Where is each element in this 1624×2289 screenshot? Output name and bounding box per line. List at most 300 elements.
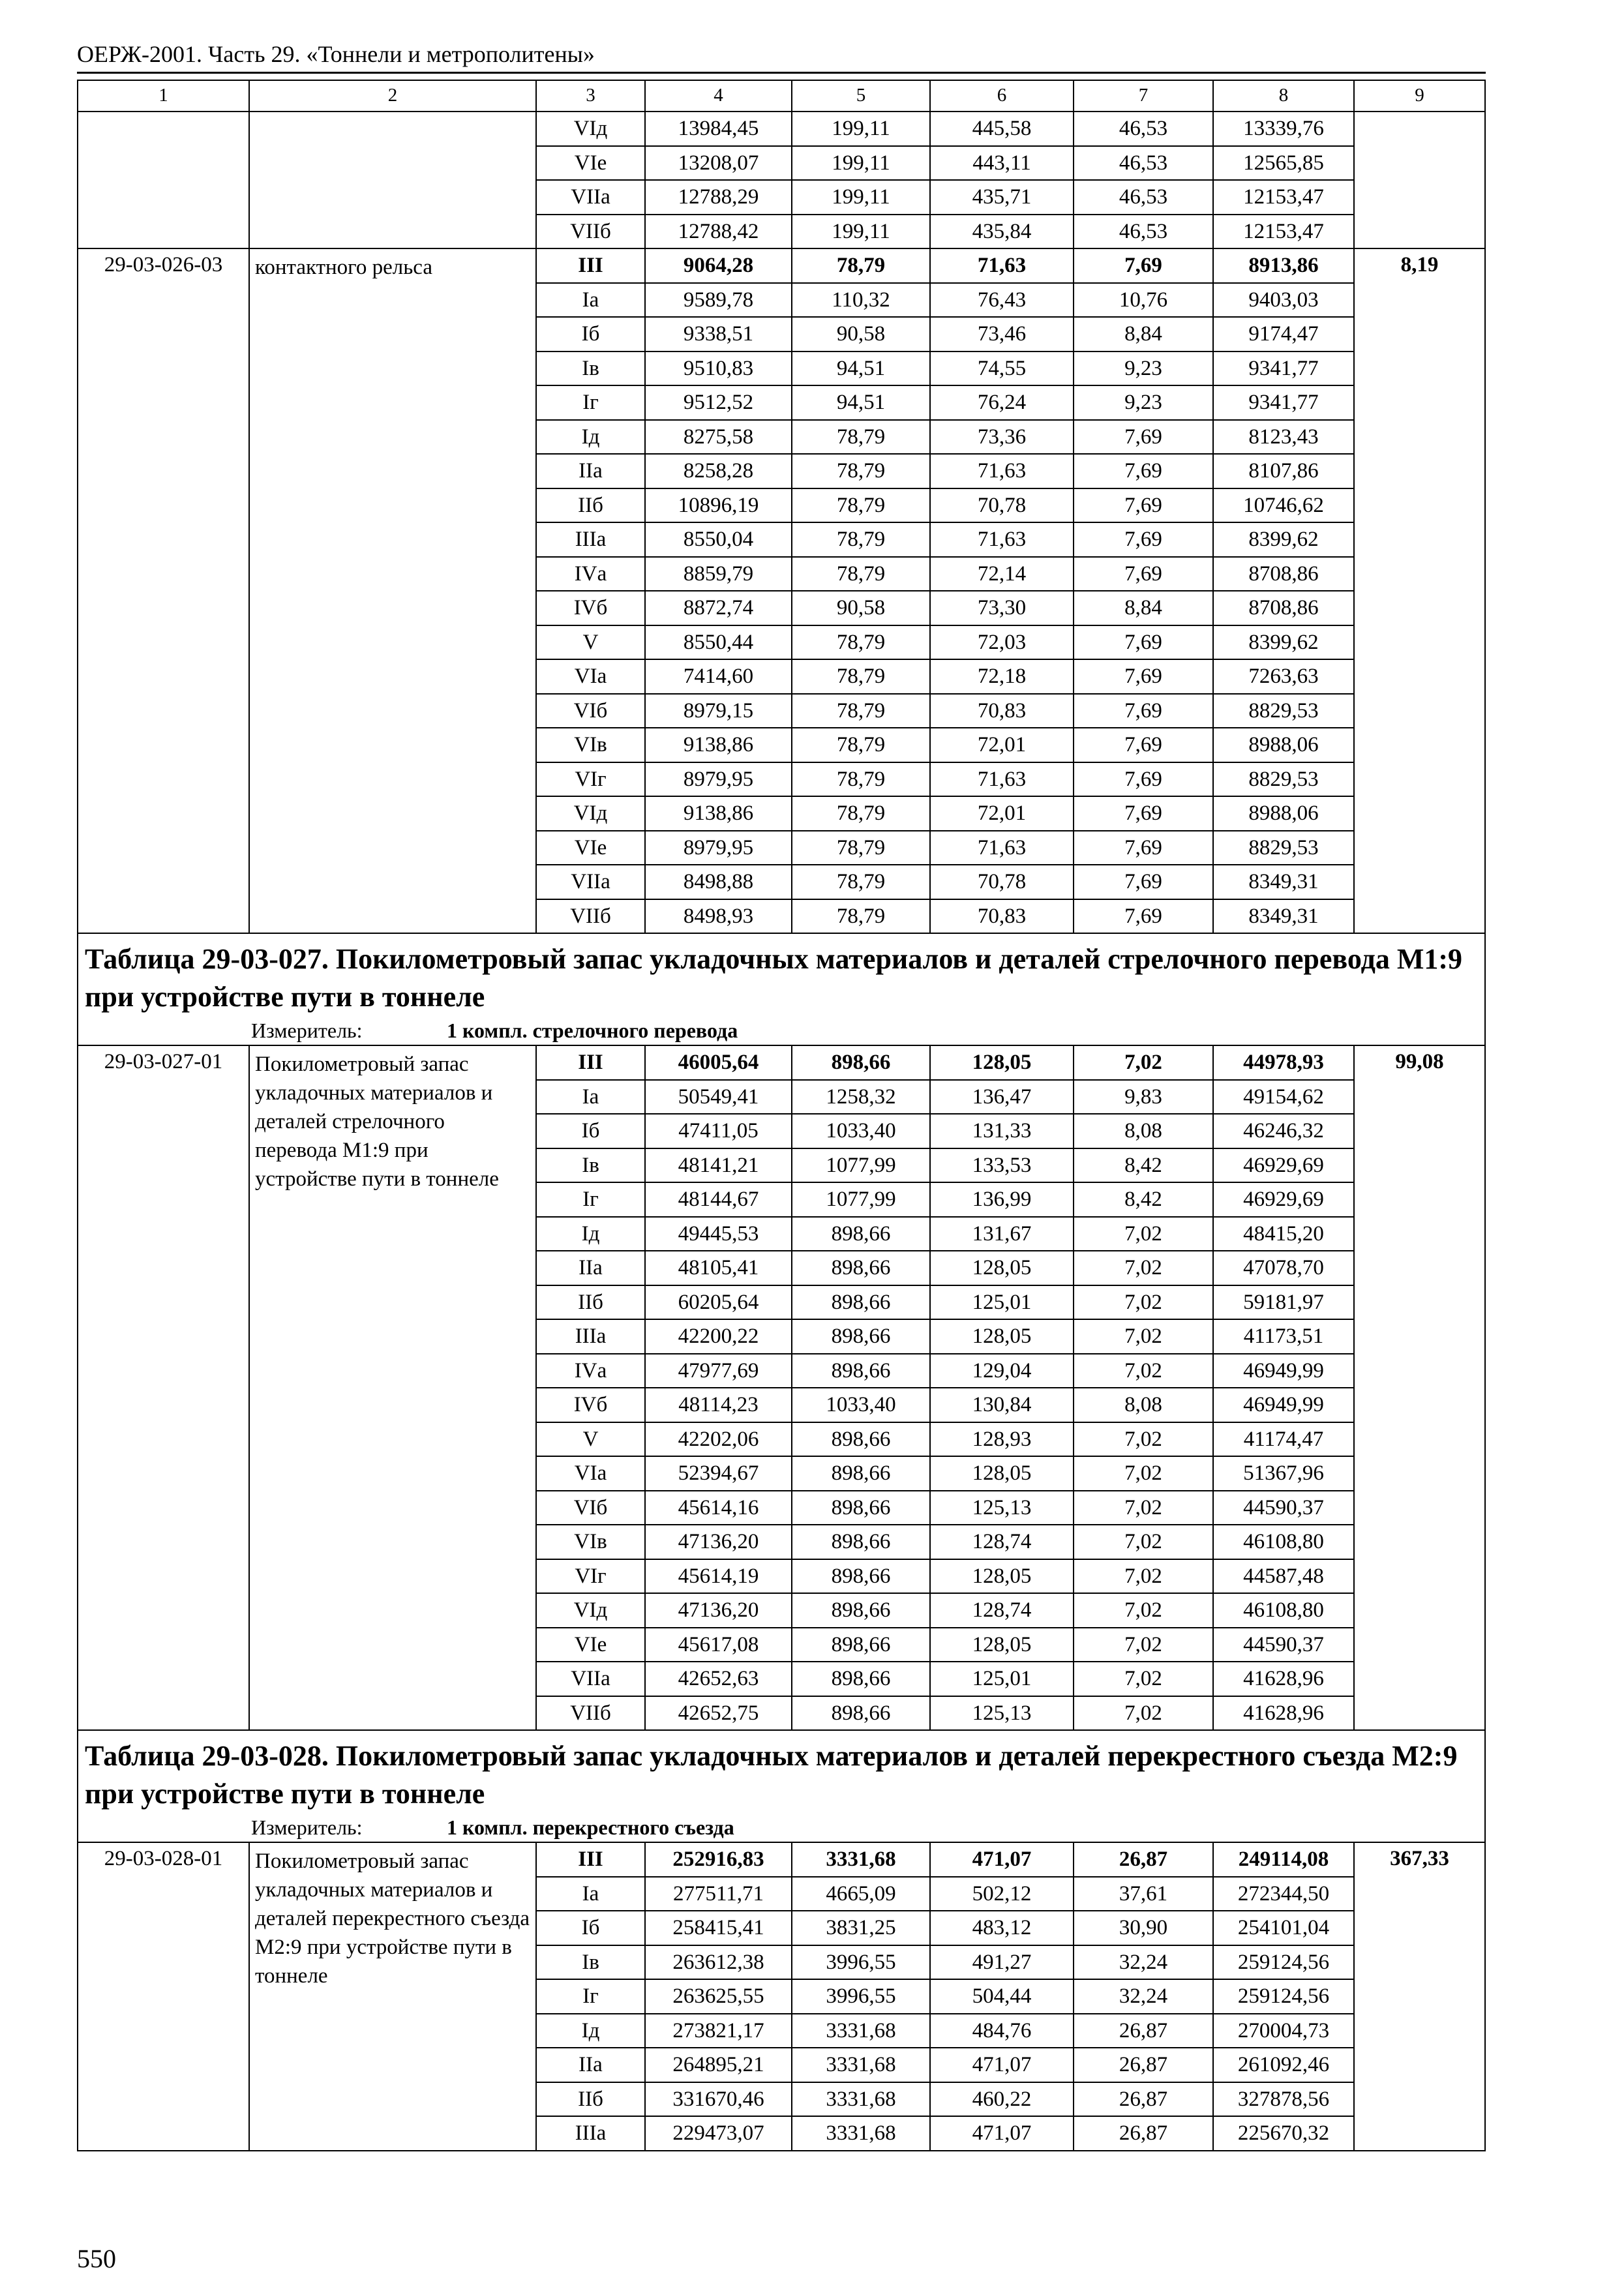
table-cell: 51367,96 [1213, 1456, 1354, 1491]
meter-cell [78, 1019, 1485, 1045]
table-cell: 48105,41 [645, 1251, 792, 1285]
table-cell: 128,05 [930, 1559, 1074, 1594]
table-cell: 48141,21 [645, 1148, 792, 1183]
table-cell: 7,02 [1074, 1285, 1213, 1320]
table-cell: 128,05 [930, 1628, 1074, 1662]
table-cell: 71,63 [930, 248, 1074, 283]
table-cell: 46,53 [1074, 180, 1213, 215]
table-cell: 78,79 [792, 557, 930, 591]
table-cell: VIIб [536, 1696, 645, 1731]
table-cell: 8349,31 [1213, 865, 1354, 899]
table-cell: 8123,43 [1213, 420, 1354, 455]
table-cell: Iг [536, 385, 645, 420]
rate-extra-value [1354, 112, 1485, 248]
table-cell: 443,11 [930, 146, 1074, 181]
table-cell: 78,79 [792, 659, 930, 694]
meter-value: 1 компл. стрелочного перевода [447, 1019, 738, 1043]
table-cell: 1033,40 [792, 1114, 930, 1148]
table-cell: 42202,06 [645, 1422, 792, 1457]
table-cell: 259124,56 [1213, 1945, 1354, 1980]
table-cell: 41628,96 [1213, 1696, 1354, 1731]
table-cell: IIб [536, 2082, 645, 2117]
table-cell: VIе [536, 146, 645, 181]
table-cell: Iд [536, 2014, 645, 2048]
table-cell: 7,02 [1074, 1251, 1213, 1285]
page-header: ОЕРЖ-2001. Часть 29. «Тоннели и метрополитены» [77, 37, 1486, 74]
table-cell: 272344,50 [1213, 1877, 1354, 1911]
table-cell: 898,66 [792, 1696, 930, 1731]
table-cell: 8,84 [1074, 591, 1213, 625]
table-cell: 1258,32 [792, 1080, 930, 1115]
table-cell: VIе [536, 831, 645, 865]
table-cell: 9589,78 [645, 283, 792, 318]
table-cell: VIIб [536, 899, 645, 934]
table-cell: 70,83 [930, 899, 1074, 934]
table-cell: 8988,06 [1213, 796, 1354, 831]
table-cell: 47977,69 [645, 1354, 792, 1388]
table-cell: III [536, 248, 645, 283]
rate-name: контактного рельса [249, 248, 536, 933]
table-cell: 47078,70 [1213, 1251, 1354, 1285]
table-cell: 263612,38 [645, 1945, 792, 1980]
table-cell: 125,01 [930, 1285, 1074, 1320]
rate-extra-value: 367,33 [1354, 1842, 1485, 2151]
table-cell: VIIа [536, 1662, 645, 1696]
column-number: 8 [1213, 80, 1354, 112]
table-cell: 46,53 [1074, 112, 1213, 146]
table-cell: 125,01 [930, 1662, 1074, 1696]
table-cell: 435,71 [930, 180, 1074, 215]
table-cell: 13208,07 [645, 146, 792, 181]
table-cell: 7,02 [1074, 1628, 1213, 1662]
table-cell: 73,46 [930, 317, 1074, 352]
table-cell: 504,44 [930, 1979, 1074, 2014]
table-cell: 8979,95 [645, 831, 792, 865]
table-cell: VIIа [536, 180, 645, 215]
table-cell: Iб [536, 1114, 645, 1148]
table-cell: 32,24 [1074, 1979, 1213, 2014]
meter-value: 1 компл. перекрестного съезда [447, 1816, 734, 1840]
table-cell: 8988,06 [1213, 728, 1354, 762]
table-cell: 471,07 [930, 2116, 1074, 2151]
table-cell: 7,02 [1074, 1422, 1213, 1457]
table-cell: 7,69 [1074, 420, 1213, 455]
table-row [78, 1842, 1485, 1877]
table-cell: 72,18 [930, 659, 1074, 694]
table-cell: 898,66 [792, 1491, 930, 1525]
table-cell: 7,02 [1074, 1217, 1213, 1251]
table-cell: 136,47 [930, 1080, 1074, 1115]
table-cell: V [536, 625, 645, 660]
table-cell: 445,58 [930, 112, 1074, 146]
table-cell: VIа [536, 659, 645, 694]
table-cell: 46929,69 [1213, 1148, 1354, 1183]
table-row [78, 1045, 1485, 1080]
table-cell: 8,08 [1074, 1388, 1213, 1422]
table-cell: 9512,52 [645, 385, 792, 420]
table-cell: 42200,22 [645, 1319, 792, 1354]
table-cell: 7,69 [1074, 796, 1213, 831]
table-cell: 72,01 [930, 728, 1074, 762]
table-cell: VIг [536, 762, 645, 797]
table-cell: 7,02 [1074, 1696, 1213, 1731]
table-cell: 435,84 [930, 215, 1074, 249]
table-cell: VIд [536, 1593, 645, 1628]
table-cell: 7,02 [1074, 1491, 1213, 1525]
table-cell: 8498,88 [645, 865, 792, 899]
meter-row [78, 1019, 1485, 1045]
table-cell: 12153,47 [1213, 180, 1354, 215]
table-cell: IVб [536, 1388, 645, 1422]
rate-name: Покилометровый запас укладочных материалов и деталей стрелочного перевода М1:9 при устройстве пути в тоннеле [249, 1045, 536, 1730]
table-cell: 78,79 [792, 488, 930, 523]
table-cell: 12153,47 [1213, 215, 1354, 249]
table-cell: Iб [536, 1911, 645, 1945]
table-cell: VIв [536, 1525, 645, 1559]
table-cell: Iа [536, 1877, 645, 1911]
rate-code [78, 112, 249, 248]
table-cell: IIIа [536, 522, 645, 557]
column-number-row [78, 80, 1485, 112]
table-cell: 263625,55 [645, 1979, 792, 2014]
table-cell: 8,42 [1074, 1148, 1213, 1183]
table-cell: 7414,60 [645, 659, 792, 694]
meter-label: Измеритель: [251, 1019, 363, 1043]
table-cell: 47136,20 [645, 1525, 792, 1559]
table-cell: IIа [536, 454, 645, 488]
table-cell: Iб [536, 317, 645, 352]
table-cell: 9341,77 [1213, 352, 1354, 386]
table-cell: 8,08 [1074, 1114, 1213, 1148]
table-cell: 273821,17 [645, 2014, 792, 2048]
table-cell: VIе [536, 1628, 645, 1662]
table-cell: 898,66 [792, 1217, 930, 1251]
table-cell: 73,36 [930, 420, 1074, 455]
table-cell: 7,02 [1074, 1045, 1213, 1080]
table-cell: 26,87 [1074, 2116, 1213, 2151]
table-cell: 8708,86 [1213, 591, 1354, 625]
table-cell: VIIа [536, 865, 645, 899]
table-cell: 47411,05 [645, 1114, 792, 1148]
table-cell: 71,63 [930, 454, 1074, 488]
table-cell: 9,23 [1074, 352, 1213, 386]
table-cell: VIб [536, 1491, 645, 1525]
table-cell: 460,22 [930, 2082, 1074, 2117]
table-cell: 9403,03 [1213, 283, 1354, 318]
table-title: Таблица 29-03-028. Покилометровый запас укладочных материалов и деталей перекрестного съезда М2:9 при устройстве пути в тоннеле [78, 1730, 1485, 1816]
table-cell: 71,63 [930, 762, 1074, 797]
table-cell: 94,51 [792, 352, 930, 386]
table-cell: 78,79 [792, 762, 930, 797]
table-cell: 78,79 [792, 865, 930, 899]
table-cell: 8550,04 [645, 522, 792, 557]
table-cell: 7,69 [1074, 694, 1213, 728]
page-number: 550 [77, 2244, 116, 2273]
table-cell: 259124,56 [1213, 1979, 1354, 2014]
table-cell: 45617,08 [645, 1628, 792, 1662]
table-cell: 78,79 [792, 454, 930, 488]
table-cell: 264895,21 [645, 2048, 792, 2082]
column-number: 5 [792, 80, 930, 112]
table-cell: 45614,16 [645, 1491, 792, 1525]
table-cell: 12788,42 [645, 215, 792, 249]
table-cell: V [536, 1422, 645, 1457]
table-cell: 47136,20 [645, 1593, 792, 1628]
table-cell: 72,01 [930, 796, 1074, 831]
table-cell: 7,69 [1074, 659, 1213, 694]
table-title-row [78, 933, 1485, 1019]
table-cell: 4665,09 [792, 1877, 930, 1911]
table-cell: 258415,41 [645, 1911, 792, 1945]
table-cell: 9338,51 [645, 317, 792, 352]
table-cell: 9341,77 [1213, 385, 1354, 420]
table-cell: 331670,46 [645, 2082, 792, 2117]
meter-row [78, 1816, 1485, 1842]
table-cell: 49154,62 [1213, 1080, 1354, 1115]
column-number: 4 [645, 80, 792, 112]
column-number: 7 [1074, 80, 1213, 112]
table-cell: 252916,83 [645, 1842, 792, 1877]
table-title-row [78, 1730, 1485, 1816]
table-cell: 8859,79 [645, 557, 792, 591]
table-cell: 44978,93 [1213, 1045, 1354, 1080]
column-number: 3 [536, 80, 645, 112]
table-cell: 898,66 [792, 1045, 930, 1080]
table-cell: 78,79 [792, 899, 930, 934]
table-cell: IIб [536, 1285, 645, 1320]
table-cell: IVа [536, 557, 645, 591]
table-cell: 254101,04 [1213, 1911, 1354, 1945]
table-cell: 7,02 [1074, 1593, 1213, 1628]
table-cell: Iв [536, 352, 645, 386]
table-cell: 46929,69 [1213, 1182, 1354, 1217]
table-cell: 30,90 [1074, 1911, 1213, 1945]
table-cell: III [536, 1045, 645, 1080]
table-cell: 3996,55 [792, 1979, 930, 2014]
table-cell: 78,79 [792, 831, 930, 865]
table-cell: Iа [536, 1080, 645, 1115]
table-cell: 90,58 [792, 591, 930, 625]
table-cell: 136,99 [930, 1182, 1074, 1217]
rates-table [77, 80, 1486, 2151]
column-number: 6 [930, 80, 1074, 112]
table-cell: 898,66 [792, 1251, 930, 1285]
table-cell: VIIб [536, 215, 645, 249]
rate-code: 29-03-027-01 [78, 1045, 249, 1730]
table-cell: 327878,56 [1213, 2082, 1354, 2117]
table-cell: 9,83 [1074, 1080, 1213, 1115]
table-cell: 128,05 [930, 1045, 1074, 1080]
table-cell: 32,24 [1074, 1945, 1213, 1980]
table-cell: 199,11 [792, 146, 930, 181]
table-cell: Iв [536, 1148, 645, 1183]
table-cell: Iг [536, 1979, 645, 2014]
rate-extra-value: 99,08 [1354, 1045, 1485, 1730]
table-cell: 26,87 [1074, 2082, 1213, 2117]
table-cell: IIIа [536, 2116, 645, 2151]
table-cell: 249114,08 [1213, 1842, 1354, 1877]
table-cell: 7,02 [1074, 1354, 1213, 1388]
table-cell: 8275,58 [645, 420, 792, 455]
table-cell: 7,02 [1074, 1662, 1213, 1696]
table-cell: 898,66 [792, 1285, 930, 1320]
table-cell: VIд [536, 796, 645, 831]
table-cell: 70,83 [930, 694, 1074, 728]
table-cell: 199,11 [792, 180, 930, 215]
table-cell: 9,23 [1074, 385, 1213, 420]
table-cell: 46949,99 [1213, 1354, 1354, 1388]
table-cell: Iа [536, 283, 645, 318]
table-cell: 78,79 [792, 796, 930, 831]
rate-code: 29-03-026-03 [78, 248, 249, 933]
table-cell: 46,53 [1074, 146, 1213, 181]
table-cell: 10746,62 [1213, 488, 1354, 523]
table-cell: 46108,80 [1213, 1593, 1354, 1628]
table-cell: 128,05 [930, 1456, 1074, 1491]
table-cell: VIг [536, 1559, 645, 1594]
rate-code: 29-03-028-01 [78, 1842, 249, 2151]
table-cell: 3331,68 [792, 2014, 930, 2048]
table-cell: 7,69 [1074, 899, 1213, 934]
table-cell: 8399,62 [1213, 522, 1354, 557]
table-cell: 898,66 [792, 1456, 930, 1491]
table-cell: IIб [536, 488, 645, 523]
table-cell: IVа [536, 1354, 645, 1388]
table-cell: 70,78 [930, 488, 1074, 523]
table-cell: 94,51 [792, 385, 930, 420]
table-cell: 8,42 [1074, 1182, 1213, 1217]
table-cell: 9064,28 [645, 248, 792, 283]
table-cell: 229473,07 [645, 2116, 792, 2151]
table-cell: 90,58 [792, 317, 930, 352]
table-cell: 42652,75 [645, 1696, 792, 1731]
table-cell: 133,53 [930, 1148, 1074, 1183]
table-cell: VIа [536, 1456, 645, 1491]
table-cell: 41174,47 [1213, 1422, 1354, 1457]
table-cell: 3331,68 [792, 1842, 930, 1877]
table-cell: 59181,97 [1213, 1285, 1354, 1320]
table-cell: 484,76 [930, 2014, 1074, 2048]
table-cell: 8498,93 [645, 899, 792, 934]
table-cell: III [536, 1842, 645, 1877]
table-cell: 898,66 [792, 1662, 930, 1696]
table-cell: 471,07 [930, 2048, 1074, 2082]
table-cell: 78,79 [792, 248, 930, 283]
table-cell: 52394,67 [645, 1456, 792, 1491]
table-cell: 7,69 [1074, 454, 1213, 488]
table-cell: 7,69 [1074, 488, 1213, 523]
meter-label: Измеритель: [251, 1816, 363, 1840]
table-cell: 10,76 [1074, 283, 1213, 318]
table-cell: 261092,46 [1213, 2048, 1354, 2082]
table-cell: 1077,99 [792, 1148, 930, 1183]
table-cell: 898,66 [792, 1525, 930, 1559]
table-cell: 270004,73 [1213, 2014, 1354, 2048]
table-cell: 7,69 [1074, 522, 1213, 557]
table-cell: 70,78 [930, 865, 1074, 899]
table-cell: 10896,19 [645, 488, 792, 523]
table-cell: 3831,25 [792, 1911, 930, 1945]
table-cell: 8258,28 [645, 454, 792, 488]
table-cell: 13984,45 [645, 112, 792, 146]
table-cell: 7263,63 [1213, 659, 1354, 694]
table-cell: 131,33 [930, 1114, 1074, 1148]
table-cell: 7,02 [1074, 1525, 1213, 1559]
table-cell: 78,79 [792, 728, 930, 762]
table-cell: Iв [536, 1945, 645, 1980]
table-cell: 8979,15 [645, 694, 792, 728]
table-cell: 898,66 [792, 1593, 930, 1628]
table-cell: 48415,20 [1213, 1217, 1354, 1251]
table-cell: 9174,47 [1213, 317, 1354, 352]
table-cell: 225670,32 [1213, 2116, 1354, 2151]
table-title: Таблица 29-03-027. Покилометровый запас укладочных материалов и деталей стрелочного перевода М1:9 при устройстве пути в тоннеле [78, 933, 1485, 1019]
table-cell: 60205,64 [645, 1285, 792, 1320]
column-number: 1 [78, 80, 249, 112]
table-cell: 50549,41 [645, 1080, 792, 1115]
table-cell: Iд [536, 420, 645, 455]
table-cell: 7,69 [1074, 865, 1213, 899]
rate-name [249, 112, 536, 248]
table-cell: 48114,23 [645, 1388, 792, 1422]
table-cell: 3996,55 [792, 1945, 930, 1980]
table-cell: 78,79 [792, 694, 930, 728]
table-cell: 41628,96 [1213, 1662, 1354, 1696]
table-cell: 8829,53 [1213, 831, 1354, 865]
table-cell: 131,67 [930, 1217, 1074, 1251]
table-cell: 13339,76 [1213, 112, 1354, 146]
table-cell: 48144,67 [645, 1182, 792, 1217]
table-cell: 8829,53 [1213, 762, 1354, 797]
table-cell: 128,74 [930, 1525, 1074, 1559]
table-cell: 12788,29 [645, 180, 792, 215]
column-number: 9 [1354, 80, 1485, 112]
rate-extra-value: 8,19 [1354, 248, 1485, 933]
table-cell: 8349,31 [1213, 899, 1354, 934]
table-row [78, 112, 1485, 146]
table-cell: 45614,19 [645, 1559, 792, 1594]
table-cell: 8399,62 [1213, 625, 1354, 660]
table-cell: 71,63 [930, 831, 1074, 865]
table-cell: 8913,86 [1213, 248, 1354, 283]
table-cell: 898,66 [792, 1628, 930, 1662]
table-cell: 898,66 [792, 1559, 930, 1594]
table-cell: 41173,51 [1213, 1319, 1354, 1354]
table-cell: 76,24 [930, 385, 1074, 420]
table-cell: 9510,83 [645, 352, 792, 386]
table-cell: 128,05 [930, 1251, 1074, 1285]
table-cell: 74,55 [930, 352, 1074, 386]
table-cell: 46108,80 [1213, 1525, 1354, 1559]
table-cell: 44590,37 [1213, 1628, 1354, 1662]
table-cell: 471,07 [930, 1842, 1074, 1877]
table-cell: 3331,68 [792, 2048, 930, 2082]
rate-name: Покилометровый запас укладочных материалов и деталей перекрестного съезда М2:9 при устройстве пути в тоннеле [249, 1842, 536, 2151]
table-cell: 78,79 [792, 420, 930, 455]
table-cell: 42652,63 [645, 1662, 792, 1696]
table-cell: 130,84 [930, 1388, 1074, 1422]
table-cell: 46246,32 [1213, 1114, 1354, 1148]
table-cell: 7,02 [1074, 1456, 1213, 1491]
table-cell: 49445,53 [645, 1217, 792, 1251]
table-cell: 502,12 [930, 1877, 1074, 1911]
table-cell: 7,69 [1074, 728, 1213, 762]
table-cell: 7,69 [1074, 248, 1213, 283]
table-cell: 898,66 [792, 1422, 930, 1457]
table-cell: 12565,85 [1213, 146, 1354, 181]
table-cell: 72,03 [930, 625, 1074, 660]
table-row [78, 248, 1485, 283]
